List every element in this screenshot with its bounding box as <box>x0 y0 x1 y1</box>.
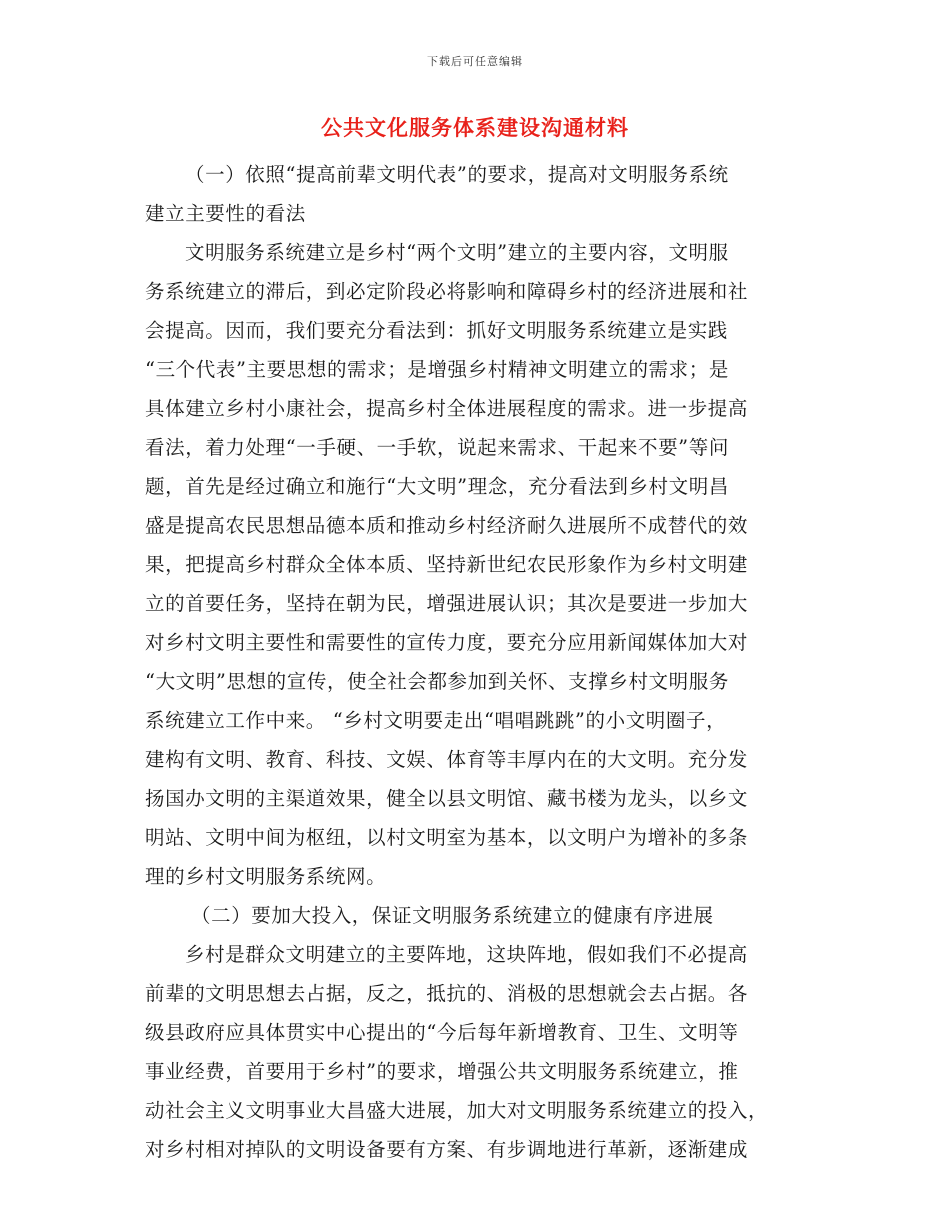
text-line: 理的乡村文明服务系统网。 <box>145 865 387 888</box>
document-body <box>145 155 805 1169</box>
section-heading-1: （一）依照“提高前辈文明代表”的要求，提高对文明服务系统 <box>185 163 729 186</box>
text-line: 系统建立工作中来。 “乡村文明要走出“唱唱跳跳”的小文明圈子， <box>145 709 727 732</box>
text-line: 前辈的文明思想去占据，反之，抵抗的、消极的思想就会去占据。各 <box>145 982 749 1005</box>
text-line: 对乡村相对掉队的文明设备要有方案、有步调地进行革新，逐渐建成 <box>145 1138 749 1161</box>
text-line: 动社会主义文明事业大昌盛大进展，加大对文明服务系统建立的投入， <box>145 1099 769 1122</box>
text-line: “大文明”思想的宣传，使全社会都参加到关怀、支撑乡村文明服务 <box>145 670 729 693</box>
paragraph-start: 乡村是群众文明建立的主要阵地，这块阵地，假如我们不必提高 <box>185 943 748 966</box>
text-line: 盛是提高农民思想品德本质和推动乡村经济耐久进展所不成替代的效 <box>145 514 749 537</box>
text-line: 扬国办文明的主渠道效果，健全以县文明馆、藏书楼为龙头，以乡文 <box>145 787 749 810</box>
text-line: 对乡村文明主要性和需要性的宣传力度，要充分应用新闻媒体加大对 <box>145 631 749 654</box>
text-line: 明站、文明中间为枢纽，以村文明室为基本，以文明户为增补的多条 <box>145 826 749 849</box>
text-line: 建立主要性的看法 <box>145 202 306 225</box>
text-line: 立的首要任务，坚持在朝为民，增强进展认识；其次是要进一步加大 <box>145 592 749 615</box>
text-line: 会提高。因而，我们要充分看法到：抓好文明服务系统建立是实践 <box>145 319 728 342</box>
section-heading-2: （二）要加大投入，保证文明服务系统建立的健康有序进展 <box>191 904 714 927</box>
text-line: 务系统建立的滞后，到必定阶段必将影响和障碍乡村的经济进展和社 <box>145 280 749 303</box>
text-line: 看法，着力处理“一手硬、一手软，说起来需求、干起来不要”等问 <box>145 436 729 459</box>
header-note: 下载后可任意编辑 <box>427 55 523 68</box>
text-line: 具体建立乡村小康社会，提高乡村全体进展程度的需求。进一步提高 <box>145 397 749 420</box>
text-line: 题，首先是经过确立和施行“大文明”理念，充分看法到乡村文明昌 <box>145 475 729 498</box>
paragraph-start: 文明服务系统建立是乡村“两个文明”建立的主要内容，文明服 <box>185 241 729 264</box>
text-line: 果，把提高乡村群众全体本质、坚持新世纪农民形象作为乡村文明建 <box>145 553 749 576</box>
document-title: 公共文化服务体系建设沟通材料 <box>321 115 629 140</box>
text-line: 级县政府应具体贯实中心提出的“今后每年新增教育、卫生、文明等 <box>145 1021 739 1044</box>
text-line: 事业经费，首要用于乡村”的要求，增强公共文明服务系统建立，推 <box>145 1060 739 1083</box>
text-line: “三个代表”主要思想的需求；是增强乡村精神文明建立的需求；是 <box>145 358 729 381</box>
text-line: 建构有文明、教育、科技、文娱、体育等丰厚内在的大文明。充分发 <box>145 748 749 771</box>
